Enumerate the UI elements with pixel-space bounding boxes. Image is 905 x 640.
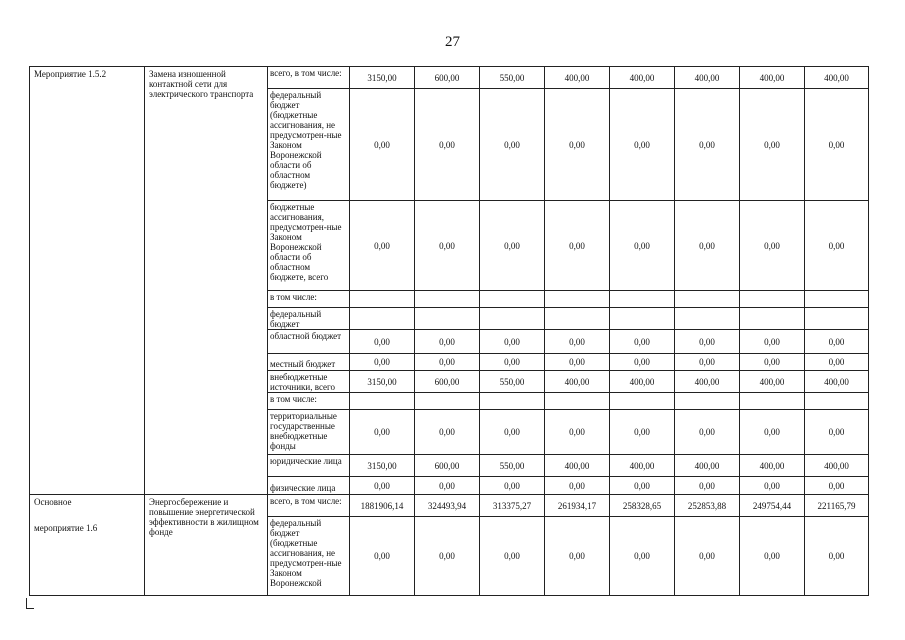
value-cell: 550,00 [480, 371, 545, 393]
value-cell: 0,00 [480, 410, 545, 455]
value-cell [610, 291, 675, 308]
value-cell: 3150,00 [350, 371, 415, 393]
value-cell: 0,00 [480, 89, 545, 201]
value-cell [610, 308, 675, 330]
value-cell: 0,00 [675, 477, 740, 495]
value-cell: 0,00 [610, 201, 675, 291]
value-cell: 261934,17 [545, 495, 610, 517]
value-cell: 0,00 [545, 477, 610, 495]
value-cell [480, 308, 545, 330]
value-cell: 0,00 [610, 477, 675, 495]
value-cell: 0,00 [610, 330, 675, 354]
value-cell [740, 291, 805, 308]
table-row [30, 67, 869, 89]
value-cell: 0,00 [350, 477, 415, 495]
value-cell [350, 393, 415, 410]
activity-name: Замена изношенной контактной сети для электрического транспорта [145, 67, 268, 495]
value-cell: 0,00 [480, 477, 545, 495]
value-cell: 0,00 [350, 330, 415, 354]
funding-source-label: федеральный бюджет [268, 308, 350, 330]
value-cell [610, 393, 675, 410]
value-cell: 400,00 [610, 371, 675, 393]
value-cell: 0,00 [740, 477, 805, 495]
value-cell: 400,00 [740, 371, 805, 393]
funding-source-label: местный бюджет [268, 354, 350, 371]
value-cell: 0,00 [610, 89, 675, 201]
value-cell: 550,00 [480, 455, 545, 477]
value-cell: 221165,79 [805, 495, 869, 517]
value-cell: 0,00 [480, 330, 545, 354]
value-cell [415, 393, 480, 410]
value-cell: 0,00 [415, 517, 480, 596]
activity-name: Энергосбережение и повышение энергетической эффективности в жилищном фонде [145, 495, 268, 596]
funding-source-label: всего, в том числе: [268, 67, 350, 89]
value-cell: 400,00 [675, 371, 740, 393]
value-cell: 0,00 [805, 201, 869, 291]
value-cell: 249754,44 [740, 495, 805, 517]
value-cell: 0,00 [415, 89, 480, 201]
value-cell: 400,00 [805, 371, 869, 393]
value-cell: 0,00 [415, 354, 480, 371]
value-cell: 400,00 [805, 67, 869, 89]
funding-source-label: в том числе: [268, 393, 350, 410]
value-cell: 0,00 [610, 354, 675, 371]
value-cell: 400,00 [675, 455, 740, 477]
value-cell: 0,00 [415, 410, 480, 455]
value-cell: 0,00 [350, 517, 415, 596]
value-cell: 0,00 [740, 201, 805, 291]
value-cell: 0,00 [480, 517, 545, 596]
value-cell [480, 393, 545, 410]
value-cell [675, 308, 740, 330]
page-number: 27 [445, 34, 460, 50]
value-cell: 0,00 [805, 330, 869, 354]
funding-source-label: бюджетные ассигнования, предусмотрен-ные Законом Воронежской области об областном бюджете, всего [268, 201, 350, 291]
value-cell: 0,00 [350, 354, 415, 371]
funding-source-label: внебюджетные источники, всего [268, 371, 350, 393]
value-cell [675, 393, 740, 410]
value-cell: 600,00 [415, 455, 480, 477]
value-cell: 550,00 [480, 67, 545, 89]
funding-source-label: федеральный бюджет (бюджетные ассигнования, не предусмотрен-ные Законом Воронежской области об областном бюджете) [268, 89, 350, 201]
value-cell: 0,00 [805, 354, 869, 371]
value-cell: 0,00 [610, 410, 675, 455]
funding-source-label: всего, в том числе: [268, 495, 350, 517]
value-cell: 600,00 [415, 371, 480, 393]
value-cell: 0,00 [675, 330, 740, 354]
value-cell [350, 308, 415, 330]
value-cell: 0,00 [675, 354, 740, 371]
value-cell [740, 308, 805, 330]
value-cell: 0,00 [675, 89, 740, 201]
value-cell: 0,00 [350, 89, 415, 201]
budget-table [29, 66, 869, 596]
value-cell: 400,00 [740, 67, 805, 89]
table-row [30, 495, 869, 517]
value-cell [545, 393, 610, 410]
activity-code-line2: мероприятие 1.6 [34, 523, 98, 533]
value-cell: 1881906,14 [350, 495, 415, 517]
value-cell: 3150,00 [350, 67, 415, 89]
scan-corner-mark [26, 598, 34, 609]
value-cell [805, 291, 869, 308]
value-cell: 0,00 [545, 330, 610, 354]
value-cell: 0,00 [415, 330, 480, 354]
value-cell: 0,00 [480, 201, 545, 291]
value-cell: 0,00 [675, 517, 740, 596]
value-cell: 0,00 [545, 201, 610, 291]
value-cell: 0,00 [740, 354, 805, 371]
value-cell: 3150,00 [350, 455, 415, 477]
value-cell [480, 291, 545, 308]
value-cell: 0,00 [415, 477, 480, 495]
value-cell: 0,00 [545, 517, 610, 596]
funding-source-label: федеральный бюджет (бюджетные ассигнования, не предусмотрен-ные Законом Воронежской [268, 517, 350, 596]
value-cell: 400,00 [545, 371, 610, 393]
value-cell: 0,00 [545, 354, 610, 371]
funding-source-label: в том числе: [268, 291, 350, 308]
funding-source-label: территориальные государственные внебюджетные фонды [268, 410, 350, 455]
value-cell [545, 308, 610, 330]
value-cell: 400,00 [610, 67, 675, 89]
value-cell: 0,00 [805, 410, 869, 455]
value-cell [805, 393, 869, 410]
activity-code [30, 67, 145, 495]
value-cell [415, 308, 480, 330]
value-cell: 0,00 [740, 89, 805, 201]
value-cell: 0,00 [610, 517, 675, 596]
value-cell: 0,00 [350, 201, 415, 291]
activity-code-line1: Основное [34, 497, 72, 507]
value-cell: 0,00 [740, 410, 805, 455]
funding-source-label: областной бюджет [268, 330, 350, 354]
value-cell: 400,00 [675, 67, 740, 89]
value-cell: 0,00 [740, 517, 805, 596]
value-cell: 0,00 [805, 517, 869, 596]
funding-source-label: юридические лица [268, 455, 350, 477]
value-cell: 0,00 [805, 89, 869, 201]
value-cell: 400,00 [740, 455, 805, 477]
value-cell [350, 291, 415, 308]
value-cell: 0,00 [545, 89, 610, 201]
activity-code-line1: Мероприятие 1.5.2 [34, 69, 107, 79]
value-cell: 252853,88 [675, 495, 740, 517]
activity-code [30, 495, 145, 596]
value-cell: 600,00 [415, 67, 480, 89]
value-cell [740, 393, 805, 410]
value-cell: 0,00 [675, 410, 740, 455]
value-cell: 0,00 [675, 201, 740, 291]
value-cell: 0,00 [480, 354, 545, 371]
value-cell: 0,00 [545, 410, 610, 455]
value-cell: 0,00 [740, 330, 805, 354]
value-cell [805, 308, 869, 330]
value-cell: 400,00 [545, 67, 610, 89]
funding-source-label: физические лица [268, 477, 350, 495]
value-cell: 0,00 [805, 477, 869, 495]
value-cell: 0,00 [415, 201, 480, 291]
value-cell: 324493,94 [415, 495, 480, 517]
value-cell: 258328,65 [610, 495, 675, 517]
value-cell [545, 291, 610, 308]
value-cell: 400,00 [545, 455, 610, 477]
value-cell: 400,00 [805, 455, 869, 477]
value-cell: 400,00 [610, 455, 675, 477]
value-cell: 313375,27 [480, 495, 545, 517]
value-cell [415, 291, 480, 308]
value-cell: 0,00 [350, 410, 415, 455]
value-cell [675, 291, 740, 308]
